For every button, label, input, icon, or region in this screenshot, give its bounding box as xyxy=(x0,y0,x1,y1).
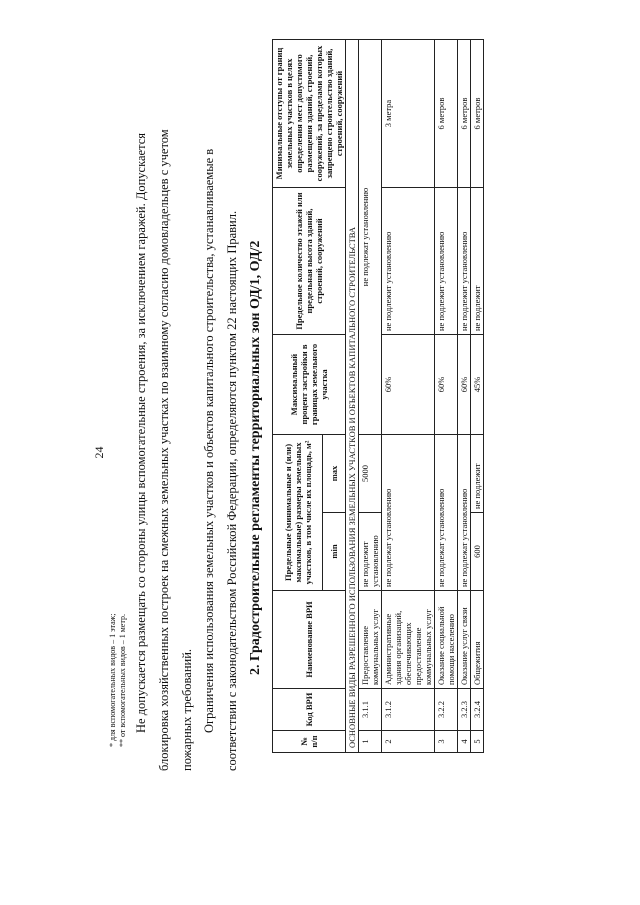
cell-num: 4 xyxy=(458,731,471,753)
header-sizes: Предельные (минимальные и (или) максимальные) размеры земельных участков, в том числе их площадь, м² xyxy=(273,435,323,591)
paragraph-1-line-3: пожарных требований. xyxy=(180,648,194,771)
cell-name: Оказание услуг связи xyxy=(458,591,471,689)
table-row xyxy=(458,40,471,753)
page-number: 24 xyxy=(92,446,106,459)
cell-percent: 60% xyxy=(458,335,471,435)
cell-code: 3.2.4 xyxy=(471,689,484,731)
paragraph-2-line-2: соответствии с законодательством Российской Федерации, определяются пунктом 22 настоящих Правил. xyxy=(225,210,239,771)
cell-code: 3.2.3 xyxy=(458,689,471,731)
paragraph-1-line-1: Не допускается размещать со стороны улицы вспомогательные строения, за исключением гаражей. Допускается xyxy=(134,133,148,733)
cell-setback: 6 метров xyxy=(458,40,471,188)
table-row xyxy=(435,40,458,753)
cell-floors: не подлежит установлению xyxy=(458,188,471,335)
footnote-1: * для вспомогательных видов – 1 этаж; xyxy=(108,613,117,747)
section-heading: 2. Градостроительные регламенты территориальных зон ОД/1, ОД/2 xyxy=(248,240,263,675)
cell-floors: не подлежит установлению xyxy=(382,188,435,335)
table-row xyxy=(471,40,484,753)
header-code: Код ВРИ xyxy=(273,689,346,731)
cell-setback: 6 метров xyxy=(471,40,484,188)
cell-merged: не подлежат установлению xyxy=(359,40,382,435)
cell-floors: не подлежит xyxy=(471,188,484,335)
header-floors: Предельное количество этажей или предельная высота зданий, строений, сооружений xyxy=(273,188,346,335)
cell-min: не подлежит установлению xyxy=(359,513,382,591)
cell-percent: 45% xyxy=(471,335,484,435)
cell-num: 2 xyxy=(382,731,435,753)
cell-minmax: не подлежат установлению xyxy=(435,435,458,591)
cell-code: 3.1.2 xyxy=(382,689,435,731)
paragraph-1-line-2: блокировка хозяйственных построек на смежных земельных участках по взаимному согласию домовладельцев с учетом xyxy=(157,129,171,771)
cell-code: 3.1.1 xyxy=(359,689,382,731)
header-percent: Максимальный процент застройки в границах земельного участка xyxy=(273,335,346,435)
cell-setback: 3 метра xyxy=(382,40,435,188)
cell-num: 3 xyxy=(435,731,458,753)
header-name: Наименование ВРИ xyxy=(273,591,346,689)
cell-minmax: не подлежат установлению xyxy=(382,435,435,591)
cell-max: не подлежит xyxy=(471,435,484,513)
cell-code: 3.2.2 xyxy=(435,689,458,731)
cell-max: 5000 xyxy=(359,435,382,513)
cell-min: 600 xyxy=(471,513,484,591)
cell-num: 5 xyxy=(471,731,484,753)
footnote-2: ** от вспомогательных видов – 1 метр. xyxy=(118,614,127,747)
cell-percent: 60% xyxy=(435,335,458,435)
cell-name: Административные здания организаций, обеспечивающих предоставление коммунальных услуг xyxy=(382,591,435,689)
cell-name: Предоставление коммунальных услуг xyxy=(359,591,382,689)
table-row xyxy=(382,40,435,753)
cell-num: 1 xyxy=(359,731,382,753)
header-max: max xyxy=(323,435,346,513)
table-row xyxy=(359,40,382,753)
cell-floors: не подлежит установлению xyxy=(435,188,458,335)
cell-percent: 60% xyxy=(382,335,435,435)
header-setback: Минимальные отступы от границ земельных участков в целях определения мест допустимого размещения зданий, строений, сооружений, за пределами которых запрещено строительство зданий, строений, сооружений xyxy=(273,40,346,188)
cell-setback: 6 метров xyxy=(435,40,458,188)
cell-name: Общежития xyxy=(471,591,484,689)
section-title-row: ОСНОВНЫЕ ВИДЫ РАЗРЕШЕННОГО ИСПОЛЬЗОВАНИЯ ЗЕМЕЛЬНЫХ УЧАСТКОВ И ОБЪЕКТОВ КАПИТАЛЬНОГО СТРОИТЕЛЬСТВА xyxy=(346,40,359,753)
cell-minmax: не подлежат установлению xyxy=(458,435,471,591)
header-min: min xyxy=(323,513,346,591)
header-num: № п/п xyxy=(273,731,346,753)
cell-name: Оказание социальной помощи населению xyxy=(435,591,458,689)
paragraph-2-line-1: Ограничения использования земельных участков и объектов капитального строительства, устанавливаемые в xyxy=(202,148,216,733)
regulations-table xyxy=(272,39,484,753)
